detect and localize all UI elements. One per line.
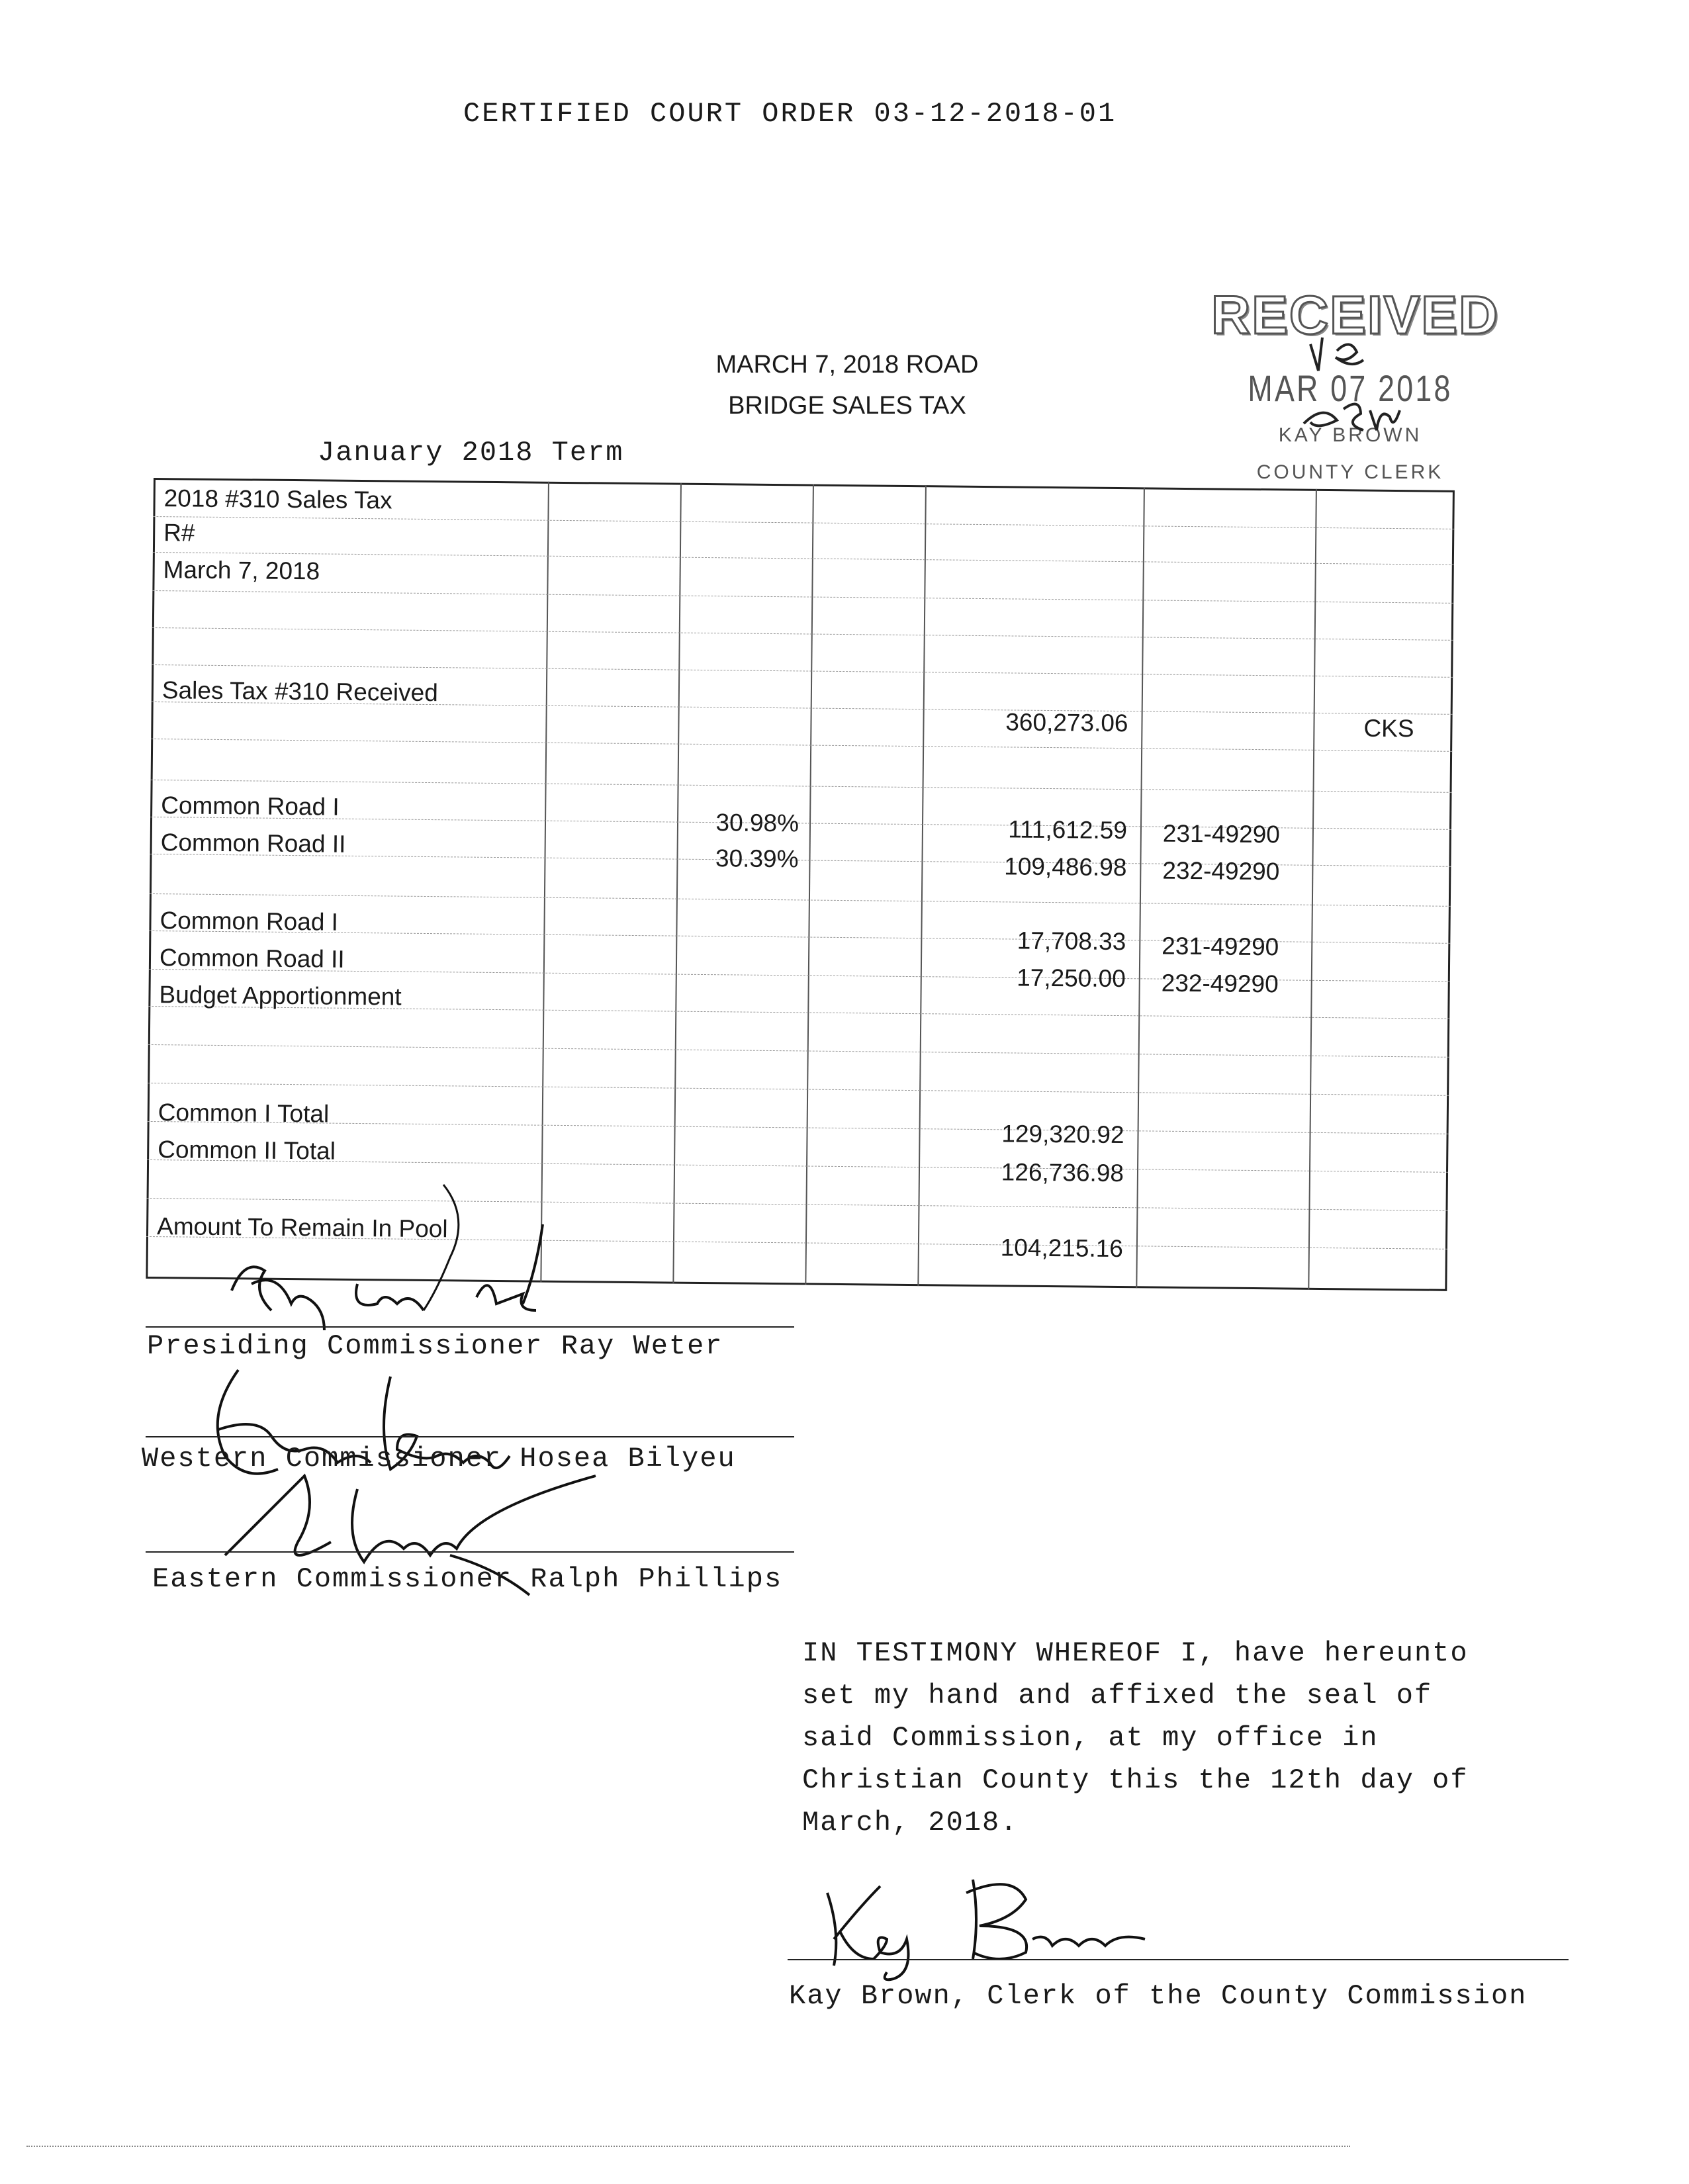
subtitle-line-1: MARCH 7, 2018 ROAD — [715, 351, 979, 379]
presiding-commissioner-caption: Presiding Commissioner Ray Weter — [147, 1330, 723, 1362]
stamp-handwritten-notes — [1297, 331, 1403, 443]
testimony-paragraph: IN TESTIMONY WHEREOF I, have hereunto set my hand and affixed the seal of said Commission, at my office in Christian County this the 12th day of March, 2018. — [802, 1637, 1469, 1839]
eastern-commissioner-caption: Eastern Commissioner Ralph Phillips — [152, 1563, 783, 1595]
total-amount-road-1: 129,320.92 — [1001, 1120, 1124, 1149]
budget-label-road-1: Common Road I — [160, 907, 339, 936]
clerk-signature — [814, 1866, 1185, 1985]
page-bottom-rule — [26, 2146, 1350, 2147]
budget-account-road-2: 232-49290 — [1161, 969, 1279, 998]
order-title: CERTIFIED COURT ORDER 03-12-2018-01 — [463, 98, 1117, 130]
clerk-caption: Kay Brown, Clerk of the County Commission — [789, 1980, 1528, 2012]
split-label-road-1: Common Road I — [161, 792, 340, 821]
receipt-number-label: R# — [163, 519, 195, 547]
received-note: CKS — [1363, 714, 1414, 743]
total-amount-road-2: 126,736.98 — [1001, 1158, 1124, 1187]
budget-label-road-2: Common Road II — [159, 944, 345, 973]
clerk-signature-line — [788, 1959, 1569, 1960]
document-subtitle — [675, 344, 1019, 426]
received-label: Sales Tax #310 Received — [161, 676, 438, 707]
split-percent-road-1: 30.98% — [715, 809, 799, 837]
stamp-title: COUNTY CLERK — [1256, 461, 1444, 483]
budget-apportionment-label: Budget Apportionment — [159, 981, 402, 1011]
pool-label: Amount To Remain In Pool — [156, 1212, 448, 1243]
split-amount-road-2: 109,486.98 — [1004, 852, 1127, 882]
budget-amount-road-1: 17,708.33 — [1017, 927, 1126, 956]
western-commissioner-caption: Western Commissioner Hosea Bilyeu — [142, 1443, 736, 1475]
split-percent-road-2: 30.39% — [715, 844, 799, 873]
sales-tax-ledger — [146, 478, 1455, 1291]
received-amount: 360,273.06 — [1005, 708, 1128, 737]
split-amount-road-1: 111,612.59 — [1008, 815, 1128, 844]
term-label: January 2018 Term — [318, 437, 624, 469]
budget-amount-road-2: 17,250.00 — [1017, 964, 1126, 993]
stamp-heading: RECEIVED — [1211, 285, 1500, 345]
stamp-date: MAR 07 2018 — [1248, 367, 1453, 409]
subtitle-line-2: BRIDGE SALES TAX — [728, 392, 966, 420]
eastern-signature-line — [146, 1551, 794, 1553]
western-signature-line — [146, 1436, 794, 1437]
stamp-name: KAY BROWN — [1278, 424, 1422, 446]
split-account-road-1: 231-49290 — [1162, 819, 1281, 848]
budget-account-road-1: 231-49290 — [1162, 932, 1279, 961]
presiding-signature-line — [146, 1326, 794, 1328]
total-label-road-1: Common I Total — [158, 1099, 330, 1128]
split-label-road-2: Common Road II — [160, 829, 346, 858]
ledger-title: 2018 #310 Sales Tax — [163, 484, 392, 514]
ledger-date: March 7, 2018 — [163, 556, 320, 585]
total-label-road-2: Common II Total — [158, 1136, 336, 1165]
presiding-commissioner-signature — [225, 1178, 596, 1350]
pool-amount: 104,215.16 — [1000, 1234, 1124, 1263]
split-account-road-2: 232-49290 — [1162, 856, 1280, 886]
